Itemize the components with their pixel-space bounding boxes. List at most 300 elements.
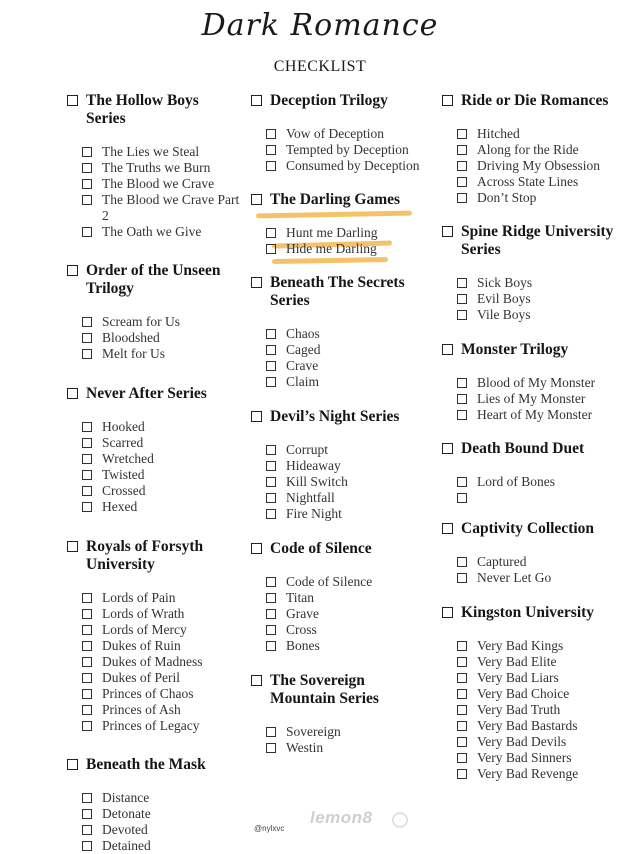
- book-item[interactable]: [457, 126, 632, 142]
- series-section: [442, 440, 632, 503]
- series-title: Captivity Collection: [461, 520, 595, 537]
- book-checkbox[interactable]: [266, 244, 276, 254]
- book-checkbox[interactable]: [82, 609, 92, 619]
- book-title: Princes of Chaos: [102, 686, 194, 701]
- book-item[interactable]: [457, 158, 632, 174]
- book-title: Bloodshed: [102, 330, 160, 345]
- book-title: Across State Lines: [477, 174, 579, 189]
- book-list: [67, 790, 242, 854]
- book-title: Crossed: [102, 483, 146, 498]
- book-title: Don’t Stop: [477, 190, 537, 205]
- book-list: [442, 638, 632, 782]
- book-checkbox[interactable]: [266, 361, 276, 371]
- series-checkbox[interactable]: [442, 523, 453, 534]
- book-item[interactable]: [457, 474, 632, 490]
- book-title: Lord of Bones: [477, 474, 555, 489]
- series-title: Code of Silence: [270, 540, 372, 557]
- book-item[interactable]: [266, 142, 431, 158]
- book-title: Princes of Ash: [102, 702, 181, 717]
- series-section: [442, 341, 632, 423]
- book-checkbox[interactable]: [82, 641, 92, 651]
- book-item[interactable]: [457, 654, 632, 670]
- book-title: Consumed by Deception: [286, 158, 420, 173]
- book-checkbox[interactable]: [82, 349, 92, 359]
- book-checkbox[interactable]: [82, 195, 92, 205]
- book-title: Lies of My Monster: [477, 391, 586, 406]
- book-checkbox[interactable]: [82, 454, 92, 464]
- book-item[interactable]: [82, 224, 242, 240]
- book-item[interactable]: [457, 142, 632, 158]
- book-title: Very Bad Sinners: [477, 750, 572, 765]
- book-item[interactable]: [82, 435, 242, 451]
- book-list: [442, 126, 632, 206]
- book-checkbox[interactable]: [82, 625, 92, 635]
- book-item[interactable]: [82, 822, 242, 838]
- book-checkbox[interactable]: [266, 445, 276, 455]
- book-checkbox[interactable]: [82, 163, 92, 173]
- book-title: Very Bad Bastards: [477, 718, 578, 733]
- book-item[interactable]: [457, 554, 632, 570]
- book-item[interactable]: [457, 750, 632, 766]
- series-title: The Hollow Boys Series: [86, 92, 199, 127]
- watermark-icon: [392, 812, 408, 828]
- book-title: Sick Boys: [477, 275, 533, 290]
- book-item[interactable]: [82, 838, 242, 854]
- book-list: [67, 144, 242, 240]
- book-item[interactable]: [82, 686, 242, 702]
- series-heading: [251, 540, 431, 558]
- book-title: Lords of Pain: [102, 590, 176, 605]
- book-checkbox[interactable]: [82, 689, 92, 699]
- series-title: Death Bound Duet: [461, 440, 585, 457]
- book-checkbox[interactable]: [266, 228, 276, 238]
- book-item[interactable]: [266, 241, 431, 257]
- book-title: Claim: [286, 374, 319, 389]
- book-checkbox[interactable]: [266, 509, 276, 519]
- book-checkbox[interactable]: [457, 161, 467, 171]
- book-title: Princes of Legacy: [102, 718, 200, 733]
- book-item[interactable]: [266, 622, 431, 638]
- book-title: Hexed: [102, 499, 138, 514]
- book-checkbox[interactable]: [457, 177, 467, 187]
- book-item[interactable]: [266, 342, 431, 358]
- book-title: Hunt me Darling: [286, 225, 378, 240]
- book-item[interactable]: [457, 391, 632, 407]
- book-item[interactable]: [457, 190, 632, 206]
- series-heading: [67, 385, 242, 403]
- book-item[interactable]: [457, 638, 632, 654]
- book-item[interactable]: [266, 158, 431, 174]
- book-title: Sovereign: [286, 724, 341, 739]
- book-checkbox[interactable]: [82, 470, 92, 480]
- book-title: Hide me Darling: [286, 241, 377, 256]
- book-checkbox[interactable]: [266, 329, 276, 339]
- series-section: [67, 538, 242, 734]
- series-section: [442, 604, 632, 782]
- book-checkbox[interactable]: [457, 641, 467, 651]
- book-title: Devoted: [102, 822, 148, 837]
- book-title: Detonate: [102, 806, 151, 821]
- book-title: The Truths we Burn: [102, 160, 211, 175]
- book-item[interactable]: [457, 174, 632, 190]
- book-checkbox[interactable]: [82, 825, 92, 835]
- book-checkbox[interactable]: [82, 809, 92, 819]
- series-checkbox[interactable]: [442, 95, 453, 106]
- book-checkbox[interactable]: [82, 593, 92, 603]
- book-title: Wretched: [102, 451, 154, 466]
- book-item[interactable]: [82, 419, 242, 435]
- book-item[interactable]: [457, 375, 632, 391]
- series-checkbox[interactable]: [442, 607, 453, 618]
- book-checkbox[interactable]: [457, 557, 467, 567]
- book-checkbox[interactable]: [457, 129, 467, 139]
- book-checkbox[interactable]: [82, 317, 92, 327]
- book-title: Chaos: [286, 326, 320, 341]
- series-heading: [442, 341, 632, 359]
- series-checkbox[interactable]: [67, 759, 78, 770]
- book-item[interactable]: [457, 291, 632, 307]
- book-item[interactable]: [457, 570, 632, 586]
- column-2: [251, 92, 431, 756]
- book-item[interactable]: [457, 407, 632, 423]
- book-checkbox[interactable]: [457, 721, 467, 731]
- book-checkbox[interactable]: [457, 294, 467, 304]
- series-heading: [67, 756, 242, 774]
- book-title: Very Bad Truth: [477, 702, 561, 717]
- book-checkbox[interactable]: [266, 609, 276, 619]
- book-title: Very Bad Choice: [477, 686, 570, 701]
- book-list: [67, 419, 242, 515]
- book-item[interactable]: [266, 442, 431, 458]
- book-item[interactable]: [457, 490, 632, 503]
- book-list: [251, 126, 431, 174]
- series-section: [251, 672, 431, 756]
- book-checkbox[interactable]: [266, 161, 276, 171]
- series-section: [251, 408, 431, 522]
- book-title: Grave: [286, 606, 319, 621]
- book-title: Along for the Ride: [477, 142, 579, 157]
- series-heading: [442, 92, 632, 110]
- book-item[interactable]: [82, 806, 242, 822]
- book-title: Code of Silence: [286, 574, 373, 589]
- book-checkbox[interactable]: [266, 493, 276, 503]
- book-title: Hideaway: [286, 458, 341, 473]
- book-title: Fire Night: [286, 506, 342, 521]
- series-heading: [442, 604, 632, 622]
- book-item[interactable]: [457, 275, 632, 291]
- book-checkbox[interactable]: [266, 377, 276, 387]
- series-section: [442, 223, 632, 323]
- series-checkbox[interactable]: [442, 226, 453, 237]
- book-checkbox[interactable]: [457, 193, 467, 203]
- series-title: Spine Ridge University Series: [461, 223, 614, 258]
- book-title: Scream for Us: [102, 314, 180, 329]
- book-item[interactable]: [82, 176, 242, 192]
- book-title: Captured: [477, 554, 527, 569]
- book-item[interactable]: [457, 670, 632, 686]
- book-item[interactable]: [82, 622, 242, 638]
- book-item[interactable]: [457, 718, 632, 734]
- book-checkbox[interactable]: [82, 147, 92, 157]
- book-item[interactable]: [266, 574, 431, 590]
- book-list: [251, 724, 431, 756]
- series-heading: [251, 408, 431, 426]
- series-heading: [442, 223, 632, 259]
- book-item[interactable]: [82, 467, 242, 483]
- series-checkbox[interactable]: [67, 388, 78, 399]
- series-heading: [442, 440, 632, 458]
- book-checkbox[interactable]: [266, 145, 276, 155]
- book-checkbox[interactable]: [457, 310, 467, 320]
- book-item[interactable]: [266, 506, 431, 522]
- book-item[interactable]: [82, 499, 242, 515]
- book-item[interactable]: [457, 734, 632, 750]
- book-title: Blood of My Monster: [477, 375, 596, 390]
- book-list: [442, 554, 632, 586]
- series-heading: [442, 520, 632, 538]
- book-title: Very Bad Kings: [477, 638, 564, 653]
- book-title: Dukes of Madness: [102, 654, 203, 669]
- book-item[interactable]: [266, 374, 431, 390]
- series-section: [67, 756, 242, 854]
- series-checkbox[interactable]: [251, 411, 262, 422]
- series-title: Royals of Forsyth University: [86, 538, 204, 573]
- book-list: [67, 314, 242, 362]
- series-heading: [251, 191, 431, 209]
- lemon8-logo: lemon8: [310, 808, 373, 827]
- book-title: Cross: [286, 622, 317, 637]
- book-checkbox[interactable]: [457, 477, 467, 487]
- book-item[interactable]: [266, 740, 431, 756]
- book-checkbox[interactable]: [266, 641, 276, 651]
- book-list: [251, 225, 431, 257]
- book-title: Westin: [286, 740, 324, 755]
- book-checkbox[interactable]: [82, 793, 92, 803]
- series-checkbox[interactable]: [67, 265, 78, 276]
- book-checkbox[interactable]: [82, 438, 92, 448]
- book-item[interactable]: [266, 590, 431, 606]
- book-checkbox[interactable]: [457, 394, 467, 404]
- series-heading: [251, 672, 431, 708]
- book-item[interactable]: [82, 451, 242, 467]
- book-checkbox[interactable]: [266, 461, 276, 471]
- book-title: Bones: [286, 638, 320, 653]
- book-checkbox[interactable]: [82, 657, 92, 667]
- column-1: [67, 92, 242, 854]
- book-title: Scarred: [102, 435, 144, 450]
- book-checkbox[interactable]: [82, 705, 92, 715]
- book-checkbox[interactable]: [457, 673, 467, 683]
- book-list: [67, 590, 242, 734]
- series-title: Beneath the Mask: [86, 756, 206, 773]
- book-list: [251, 442, 431, 522]
- book-checkbox[interactable]: [457, 769, 467, 779]
- book-list: [251, 326, 431, 390]
- book-title: Kill Switch: [286, 474, 348, 489]
- series-section: [251, 274, 431, 390]
- book-checkbox[interactable]: [82, 841, 92, 851]
- book-checkbox[interactable]: [457, 493, 467, 503]
- book-title: Dukes of Peril: [102, 670, 180, 685]
- book-item[interactable]: [82, 790, 242, 806]
- book-item[interactable]: [82, 144, 242, 160]
- book-title: Heart of My Monster: [477, 407, 593, 422]
- book-checkbox[interactable]: [82, 179, 92, 189]
- series-section: [251, 92, 431, 174]
- book-title: Nightfall: [286, 490, 335, 505]
- book-checkbox[interactable]: [82, 422, 92, 432]
- author-handle: @nylxvc: [254, 824, 285, 833]
- book-title: Very Bad Liars: [477, 670, 559, 685]
- series-checkbox[interactable]: [251, 194, 262, 205]
- book-item[interactable]: [266, 225, 431, 241]
- book-title: Lords of Mercy: [102, 622, 187, 637]
- book-item[interactable]: [266, 358, 431, 374]
- book-checkbox[interactable]: [266, 129, 276, 139]
- series-checkbox[interactable]: [251, 675, 262, 686]
- book-title: Vow of Deception: [286, 126, 384, 141]
- book-title: Corrupt: [286, 442, 328, 457]
- book-item[interactable]: [266, 606, 431, 622]
- watermark: [392, 812, 414, 828]
- book-item[interactable]: [266, 490, 431, 506]
- book-title: Titan: [286, 590, 315, 605]
- series-title: Ride or Die Romances: [461, 92, 609, 109]
- book-title: Never Let Go: [477, 570, 552, 585]
- series-checkbox[interactable]: [251, 277, 262, 288]
- series-heading: [67, 92, 242, 128]
- series-heading: [251, 274, 431, 310]
- book-checkbox[interactable]: [457, 278, 467, 288]
- book-title: Twisted: [102, 467, 145, 482]
- book-item[interactable]: [82, 638, 242, 654]
- series-section: [442, 92, 632, 206]
- book-title: Detained: [102, 838, 151, 853]
- book-title: The Lies we Steal: [102, 144, 200, 159]
- series-heading: [67, 538, 242, 574]
- page-subtitle: CHECKLIST: [273, 58, 367, 75]
- series-section: [442, 520, 632, 586]
- book-checkbox[interactable]: [82, 333, 92, 343]
- book-checkbox[interactable]: [82, 486, 92, 496]
- book-checkbox[interactable]: [457, 657, 467, 667]
- series-heading: [251, 92, 431, 110]
- book-checkbox[interactable]: [457, 705, 467, 715]
- series-section: [251, 191, 431, 257]
- book-list: [251, 574, 431, 654]
- book-title: The Blood we Crave Part 2: [102, 192, 240, 223]
- book-item[interactable]: [82, 330, 242, 346]
- book-checkbox[interactable]: [82, 673, 92, 683]
- book-checkbox[interactable]: [266, 477, 276, 487]
- book-checkbox[interactable]: [457, 573, 467, 583]
- book-checkbox[interactable]: [457, 737, 467, 747]
- book-item[interactable]: [266, 126, 431, 142]
- book-checkbox[interactable]: [82, 721, 92, 731]
- series-section: [67, 262, 242, 362]
- book-title: Melt for Us: [102, 346, 165, 361]
- series-title: Monster Trilogy: [461, 341, 569, 358]
- series-title: The Darling Games: [270, 191, 401, 208]
- book-item[interactable]: [82, 192, 242, 224]
- book-item[interactable]: [82, 718, 242, 734]
- series-checkbox[interactable]: [67, 541, 78, 552]
- book-checkbox[interactable]: [266, 625, 276, 635]
- book-checkbox[interactable]: [266, 593, 276, 603]
- book-item[interactable]: [82, 346, 242, 362]
- series-checkbox[interactable]: [442, 443, 453, 454]
- book-item[interactable]: [82, 314, 242, 330]
- book-item[interactable]: [266, 638, 431, 654]
- book-checkbox[interactable]: [457, 378, 467, 388]
- book-title: Crave: [286, 358, 319, 373]
- series-title: Order of the Unseen Trilogy: [86, 262, 221, 297]
- series-title: Devil’s Night Series: [270, 408, 400, 425]
- book-title: Very Bad Elite: [477, 654, 557, 669]
- series-title: Beneath The Secrets Series: [270, 274, 405, 309]
- series-checkbox[interactable]: [67, 95, 78, 106]
- series-checkbox[interactable]: [251, 543, 262, 554]
- book-item[interactable]: [82, 590, 242, 606]
- book-item[interactable]: [457, 307, 632, 323]
- book-item[interactable]: [82, 702, 242, 718]
- book-item[interactable]: [266, 458, 431, 474]
- book-checkbox[interactable]: [457, 689, 467, 699]
- book-item[interactable]: [266, 326, 431, 342]
- series-section: [251, 540, 431, 654]
- book-checkbox[interactable]: [457, 145, 467, 155]
- column-3: [442, 92, 632, 782]
- series-title: Kingston University: [461, 604, 595, 621]
- series-title: Never After Series: [86, 385, 207, 402]
- page-title: Dark Romance: [201, 8, 439, 43]
- book-title: Very Bad Devils: [477, 734, 567, 749]
- book-item[interactable]: [266, 474, 431, 490]
- book-title: The Blood we Crave: [102, 176, 215, 191]
- book-checkbox[interactable]: [82, 227, 92, 237]
- book-item[interactable]: [82, 606, 242, 622]
- book-item[interactable]: [457, 702, 632, 718]
- book-checkbox[interactable]: [266, 577, 276, 587]
- book-title: Vile Boys: [477, 307, 531, 322]
- series-section: [67, 92, 242, 240]
- book-title: Lords of Wrath: [102, 606, 185, 621]
- series-checkbox[interactable]: [442, 344, 453, 355]
- series-title: The Sovereign Mountain Series: [270, 672, 379, 707]
- series-title: Deception Trilogy: [270, 92, 388, 109]
- book-title: Evil Boys: [477, 291, 531, 306]
- book-checkbox[interactable]: [457, 410, 467, 420]
- book-checkbox[interactable]: [266, 345, 276, 355]
- book-title: Hitched: [477, 126, 520, 141]
- book-checkbox[interactable]: [266, 727, 276, 737]
- book-item[interactable]: [266, 724, 431, 740]
- book-checkbox[interactable]: [266, 743, 276, 753]
- book-title: Driving My Obsession: [477, 158, 601, 173]
- book-item[interactable]: [82, 160, 242, 176]
- book-checkbox[interactable]: [82, 502, 92, 512]
- book-list: [442, 275, 632, 323]
- series-heading: [67, 262, 242, 298]
- book-item[interactable]: [457, 686, 632, 702]
- book-item[interactable]: [82, 483, 242, 499]
- book-item[interactable]: [457, 766, 632, 782]
- book-checkbox[interactable]: [457, 753, 467, 763]
- series-checkbox[interactable]: [251, 95, 262, 106]
- book-item[interactable]: [82, 654, 242, 670]
- book-item[interactable]: [82, 670, 242, 686]
- book-title: Very Bad Revenge: [477, 766, 579, 781]
